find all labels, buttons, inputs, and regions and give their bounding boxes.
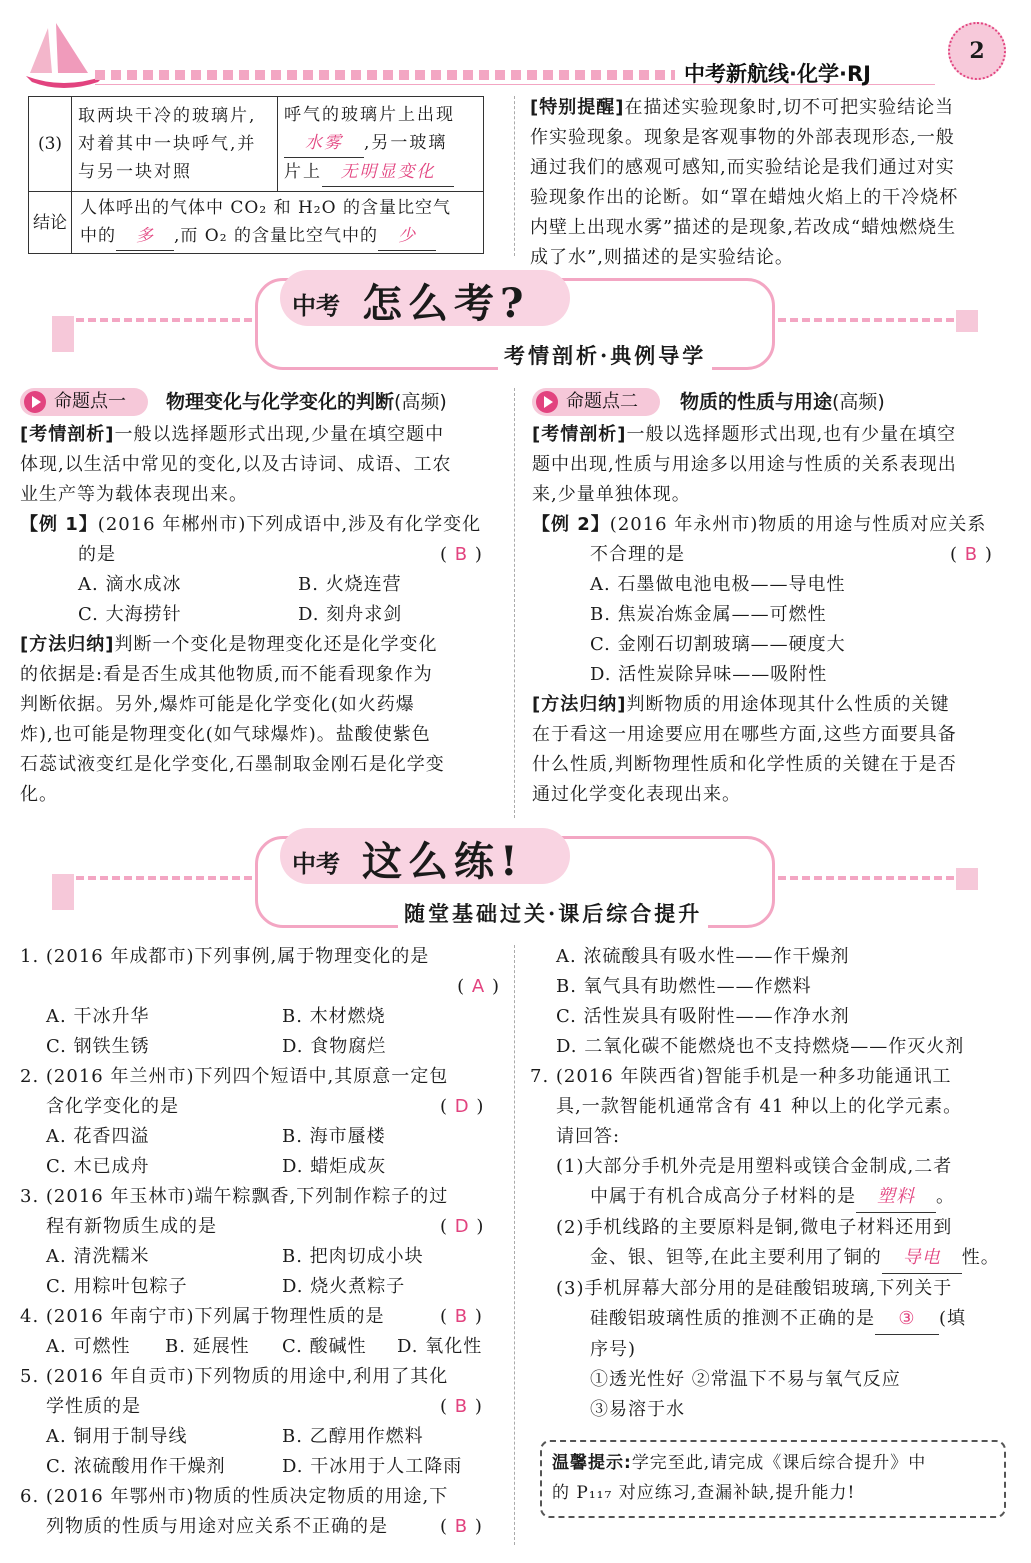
banner-left-dash <box>76 318 256 322</box>
column-divider-top <box>514 96 515 256</box>
column-divider-bottom <box>514 945 515 1545</box>
q1-stem: 1. (2016 年成都市)下列事例,属于物理变化的是 <box>20 946 430 967</box>
banner-exam-practice <box>0 826 1031 936</box>
q2-stem: 2. (2016 年兰州市)下列四个短语中,其原意一定包 <box>20 1066 449 1087</box>
column-divider-mid <box>514 388 515 818</box>
q4-stem: 4. (2016 年南宁市)下列属于物理性质的是 ( B ) <box>20 1306 483 1327</box>
banner-prefix: 中考 <box>292 291 340 320</box>
play-icon <box>24 391 46 413</box>
banner-left-block <box>52 316 74 352</box>
special-reminder: [特别提醒]在描述实验现象时,切不可把实验结论当 作实验现象。现象是客观事物的外部表现形态,一般 通过我们的感观可感知,而实验结论是我们通过对实 验现象作出的论断。如“罩在蜡烛火焰上的干冷烧杯 内壁上出现水雾”描述的是现象,若改成“蜡烛燃烧生 成了水”,则描述的是实验结论。 <box>530 97 959 268</box>
banner-left-block <box>52 874 74 910</box>
banner-exam-how <box>0 268 1031 378</box>
banner-right-dash <box>778 876 956 880</box>
row-step: 取两块干冷的玻璃片, 对着其中一块呼气,并 与另一块对照 <box>72 97 278 192</box>
banner-right-block <box>956 868 978 890</box>
q7-stem: 7. (2016 年陕西省)智能手机是一种多功能通讯工 <box>530 1066 952 1087</box>
topic-title-2: 物质的性质与用途(高频) <box>680 391 885 413</box>
banner-prefix: 中考 <box>292 849 340 878</box>
header-dash-line <box>95 70 675 80</box>
q5-stem: 5. (2016 年自贡市)下列物质的用途中,利用了其化 <box>20 1366 449 1387</box>
q3-stem: 3. (2016 年玉林市)端午粽飘香,下列制作粽子的过 <box>20 1186 449 1207</box>
banner-subtitle: 随堂基础过关·课后综合提升 <box>398 898 708 928</box>
banner-right-dash <box>778 318 956 322</box>
conclusion-text: 人体呼出的气体中 CO₂ 和 H₂O 的含量比空气 中的 多 ,而 O₂ 的含量比空气中的 少 <box>72 192 484 254</box>
q6-stem: 6. (2016 年鄂州市)物质的性质决定物质的用途,下 <box>20 1486 449 1507</box>
banner-left-dash <box>76 876 256 880</box>
point2-body: [考情剖析]一般以选择题形式出现,也有少量在填空 题中出现,性质与用途多以用途与性质的关系表现出 来,少量单独体现。 【例 2】(2016 年永州市)物质的用途与性质对应关系 不合理的是 ( B ) A. 石墨做电池电极——导电性 B. 焦炭冶炼金属——可燃性 C. 金刚石切割玻璃——硬度大 D. 活性炭除异味——吸附性 [方法归纳]判断物质的用途体现其什么性质的关键 在于看这一用途要应用在哪些方面,这些方面要具备 什么性质,判断物理性质和化学性质的关键在于是否 通过化学变化表现出来。 <box>532 424 993 805</box>
page-number-badge: 2 <box>948 22 1006 80</box>
row-label: (3) <box>29 97 72 192</box>
practice-right: A. 浓硫酸具有吸水性——作干燥剂 B. 氧气具有助燃性——作燃料 C. 活性炭具有吸附性——作净水剂 D. 二氧化碳不能燃烧也不支持燃烧——作灭火剂 7. (2016 年陕西省)智能手机是一种多功能通讯工 具,一款智能机通常含有 41 种以上的化学元素。 请回答: (1)大部分手机外壳是用塑料或镁合金制成,二者 中属于有机合成高分子材料的是 塑料 。 (2)手机线路的主要原料是铜,微电子材料还用到 金、银、钽等,在此主要利用了铜的 导电 性。 (3)手机屏幕大部分用的是硅酸铝玻璃,下列关于 硅酸铝玻璃性质的推测不正确的是 ③ (填 序号) ①透光性好 ②常温下不易与氧气反应 ③易溶于水 <box>530 942 1014 1425</box>
banner-right-block <box>956 310 978 332</box>
topic-pill-1: 命题点一 <box>20 388 148 416</box>
experiment-table <box>28 96 484 254</box>
practice-left: 1. (2016 年成都市)下列事例,属于物理变化的是 ( A ) A. 干冰升华 B. 木材燃烧 C. 钢铁生锈 D. 食物腐烂 2. (2016 年兰州市)下列四个短语中,其原意一定包 含化学变化的是 ( D ) A. 花香四溢 B. 海市蜃楼 C. 木已成舟 D. 蜡炬成灰 3. (2016 年玉林市)端午粽飘香,下列制作粽子的过 程有新物质生成的是 ( D ) A. 清洗糯米 B. 把肉切成小块 C. 用粽叶包粽子 D. 烧火煮粽子 4. (2016 年南宁市)下列属于物理性质的是 ( B ) A. 可燃性 B. 延展性 C. 酸碱性 D. 氧化性 5. (2016 年自贡市)下列物质的用途中,利用了其化 学性质的是 ( B ) A. 铜用于制导线 B. 乙醇用作燃料 C. 浓硫酸用作干燥剂 D. 干冰用于人工降雨 6. (2016 年鄂州市)物质的性质决定物质的用途,下 列物质的性质与用途对应关系不正确的是 ( B ) <box>20 942 504 1542</box>
warm-tip-box: 温馨提示:学完至此,请完成《课后综合提升》中 的 P₁₁₇ 对应练习,查漏补缺,提升能力! <box>540 1440 1006 1518</box>
banner-title: 怎么考? <box>362 280 530 327</box>
conclusion-label: 结论 <box>29 192 72 254</box>
header-series: 中考新航线·化学·RJ <box>684 62 871 86</box>
banner-subtitle: 考情剖析·典例导学 <box>498 340 712 370</box>
play-icon <box>536 391 558 413</box>
banner-title: 这么练! <box>362 838 524 885</box>
topic-title-1: 物理变化与化学变化的判断(高频) <box>166 391 447 413</box>
topic-pill-2: 命题点二 <box>532 388 660 416</box>
row-observation: 呼气的玻璃片上出现 水雾 ,另一玻璃 片上 无明显变化 <box>278 97 484 192</box>
point1-body: [考情剖析]一般以选择题形式出现,少量在填空题中 体现,以生活中常见的变化,以及古诗词、成语、工农 业生产等为载体表现出来。 【例 1】(2016 年郴州市)下列成语中,涉及有化学变化 的是 ( B ) A. 滴水成冰 B. 火烧连营 C. 大海捞针 D. 刻舟求剑 [方法归纳]判断一个变化是物理变化还是化学变化 的依据是:看是否生成其他物质,而不能看现象作为 判断依据。另外,爆炸可能是化学变化(如火药爆 炸),也可能是物理变化(如气球爆炸)。盐酸使紫色 石蕊试液变红是化学变化,石墨制取金刚石是化学变 化。 <box>20 424 483 805</box>
